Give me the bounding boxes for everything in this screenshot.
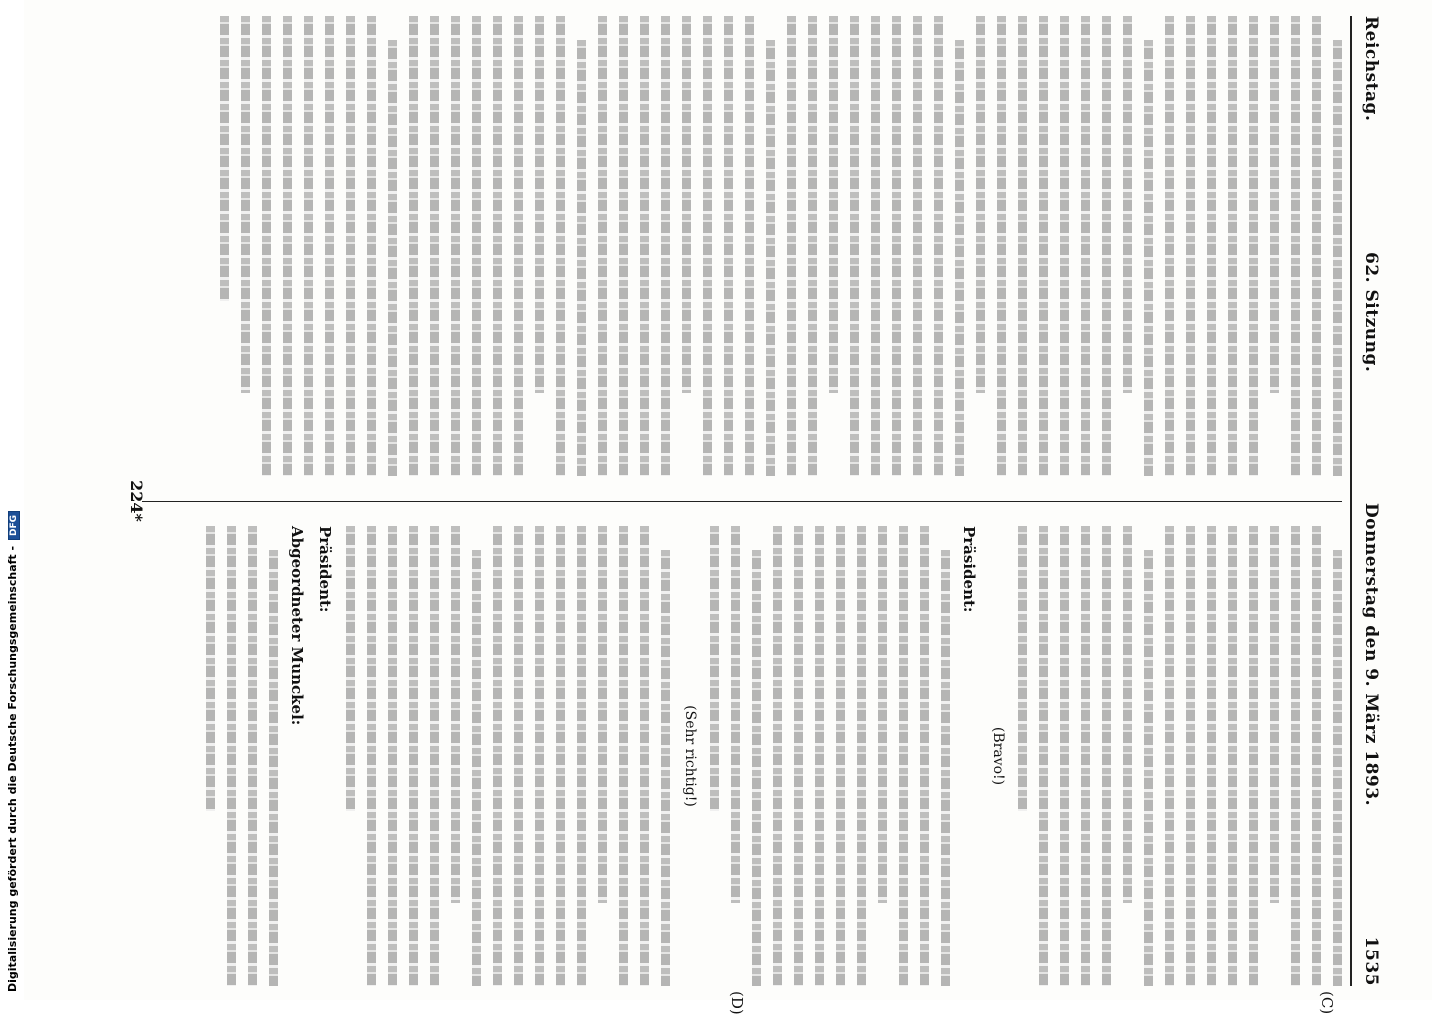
text-line — [493, 526, 502, 986]
text-line — [598, 526, 607, 903]
text-line — [1291, 16, 1300, 476]
margin-letter-d: (D) — [728, 991, 746, 1015]
right-column-paragraph-3 — [346, 526, 670, 986]
text-line — [1060, 16, 1069, 476]
text-line — [920, 526, 929, 986]
text-line — [206, 526, 215, 811]
text-line — [451, 526, 460, 903]
text-line — [1207, 16, 1216, 476]
text-line — [829, 16, 838, 393]
text-line — [808, 16, 817, 476]
text-line — [703, 16, 712, 476]
footer-signature: 224* — [127, 480, 146, 522]
text-line — [1186, 526, 1195, 986]
text-line — [955, 40, 964, 476]
text-line — [269, 550, 278, 986]
text-line — [836, 526, 845, 986]
margin-letter-c: (C) — [1318, 991, 1336, 1015]
digitization-credit-text: Digitalisierung gefördert durch die Deutsche Forschungsgemeinschaft - — [6, 545, 19, 992]
text-line — [766, 40, 775, 476]
right-column — [142, 526, 1342, 986]
text-line — [598, 16, 607, 476]
text-line — [430, 16, 439, 476]
digitization-credit — [6, 511, 20, 992]
text-line — [388, 40, 397, 476]
speaker-president-1: Präsident: — [960, 526, 978, 613]
text-line — [514, 16, 523, 476]
text-line — [913, 16, 922, 476]
text-line — [773, 526, 782, 986]
text-line — [409, 16, 418, 476]
text-line — [976, 16, 985, 393]
text-line — [1333, 550, 1342, 986]
text-line — [346, 526, 355, 811]
text-line — [472, 550, 481, 986]
running-header — [1356, 16, 1386, 986]
text-line — [724, 16, 733, 476]
right-column-paragraph-2 — [710, 526, 950, 986]
text-line — [535, 526, 544, 986]
text-line — [367, 526, 376, 986]
text-line — [1123, 526, 1132, 903]
text-line — [871, 16, 880, 476]
text-line — [857, 526, 866, 986]
text-line — [227, 526, 236, 986]
text-line — [640, 526, 649, 986]
text-line — [1207, 526, 1216, 986]
text-line — [752, 550, 761, 986]
text-line — [878, 526, 887, 903]
text-line — [997, 16, 1006, 476]
text-line — [241, 16, 250, 393]
text-line — [619, 526, 628, 986]
rotated-document-page — [96, 16, 1386, 1015]
text-line — [248, 526, 257, 986]
text-line — [1102, 16, 1111, 476]
text-line — [899, 526, 908, 986]
text-line — [1165, 16, 1174, 476]
text-line — [1060, 526, 1069, 986]
text-line — [1039, 16, 1048, 476]
text-line — [934, 16, 943, 476]
text-line — [262, 16, 271, 476]
text-line — [1312, 526, 1321, 986]
text-line — [1312, 16, 1321, 476]
text-line — [514, 526, 523, 986]
text-line — [220, 16, 229, 301]
text-line — [556, 526, 565, 986]
text-line — [1249, 16, 1258, 476]
text-line — [577, 526, 586, 986]
text-line — [283, 16, 292, 476]
text-line — [1228, 526, 1237, 986]
text-line — [577, 40, 586, 476]
text-line — [1291, 526, 1300, 986]
text-line — [1018, 16, 1027, 476]
text-line — [388, 526, 397, 986]
text-line — [787, 16, 796, 476]
left-column — [142, 16, 1342, 476]
text-line — [661, 550, 670, 986]
speaker-munckel: Abgeordneter Munckel: — [288, 526, 306, 726]
text-line — [472, 16, 481, 476]
text-line — [850, 16, 859, 476]
text-line — [731, 526, 740, 903]
text-line — [1186, 16, 1195, 476]
page-number: 1535 — [1361, 936, 1381, 986]
text-line — [682, 16, 691, 393]
text-line — [1270, 526, 1279, 903]
text-line — [1123, 16, 1132, 393]
text-line — [1228, 16, 1237, 476]
right-column-paragraph-1 — [1018, 526, 1342, 986]
dfg-logo-icon: DFG — [8, 511, 20, 540]
interjection-sehr-richtig: (Sehr richtig!) — [682, 705, 698, 807]
header-left: Reichstag. — [1361, 16, 1381, 122]
text-line — [1081, 526, 1090, 986]
right-column-paragraph-4 — [206, 526, 278, 986]
interjection-bravo: (Bravo!) — [990, 726, 1006, 786]
text-line — [1102, 526, 1111, 986]
text-line — [304, 16, 313, 476]
header-right: Donnerstag den 9. März 1893. — [1361, 502, 1381, 806]
text-line — [1144, 550, 1153, 986]
text-line — [493, 16, 502, 476]
text-line — [325, 16, 334, 476]
header-center: 62. Sitzung. — [1361, 252, 1381, 373]
text-line — [1165, 526, 1174, 986]
text-line — [941, 550, 950, 986]
text-line — [1018, 526, 1027, 811]
header-rule — [1350, 16, 1352, 986]
left-column-text-block — [220, 16, 1342, 476]
text-line — [815, 526, 824, 986]
text-line — [640, 16, 649, 476]
text-line — [892, 16, 901, 476]
text-line — [1333, 40, 1342, 476]
text-line — [367, 16, 376, 476]
text-line — [1249, 526, 1258, 986]
text-line — [794, 526, 803, 986]
text-line — [346, 16, 355, 476]
text-line — [619, 16, 628, 476]
text-line — [1081, 16, 1090, 476]
text-line — [1039, 526, 1048, 986]
speaker-president-2: Präsident: — [316, 526, 334, 613]
text-line — [430, 526, 439, 986]
text-line — [451, 16, 460, 476]
column-divider — [142, 501, 1342, 502]
text-line — [1270, 16, 1279, 393]
text-line — [409, 526, 418, 986]
text-line — [535, 16, 544, 393]
text-line — [710, 526, 719, 811]
text-line — [556, 16, 565, 476]
text-line — [745, 16, 754, 476]
digitization-strip — [0, 0, 24, 1000]
text-line — [1144, 40, 1153, 476]
text-line — [661, 16, 670, 476]
